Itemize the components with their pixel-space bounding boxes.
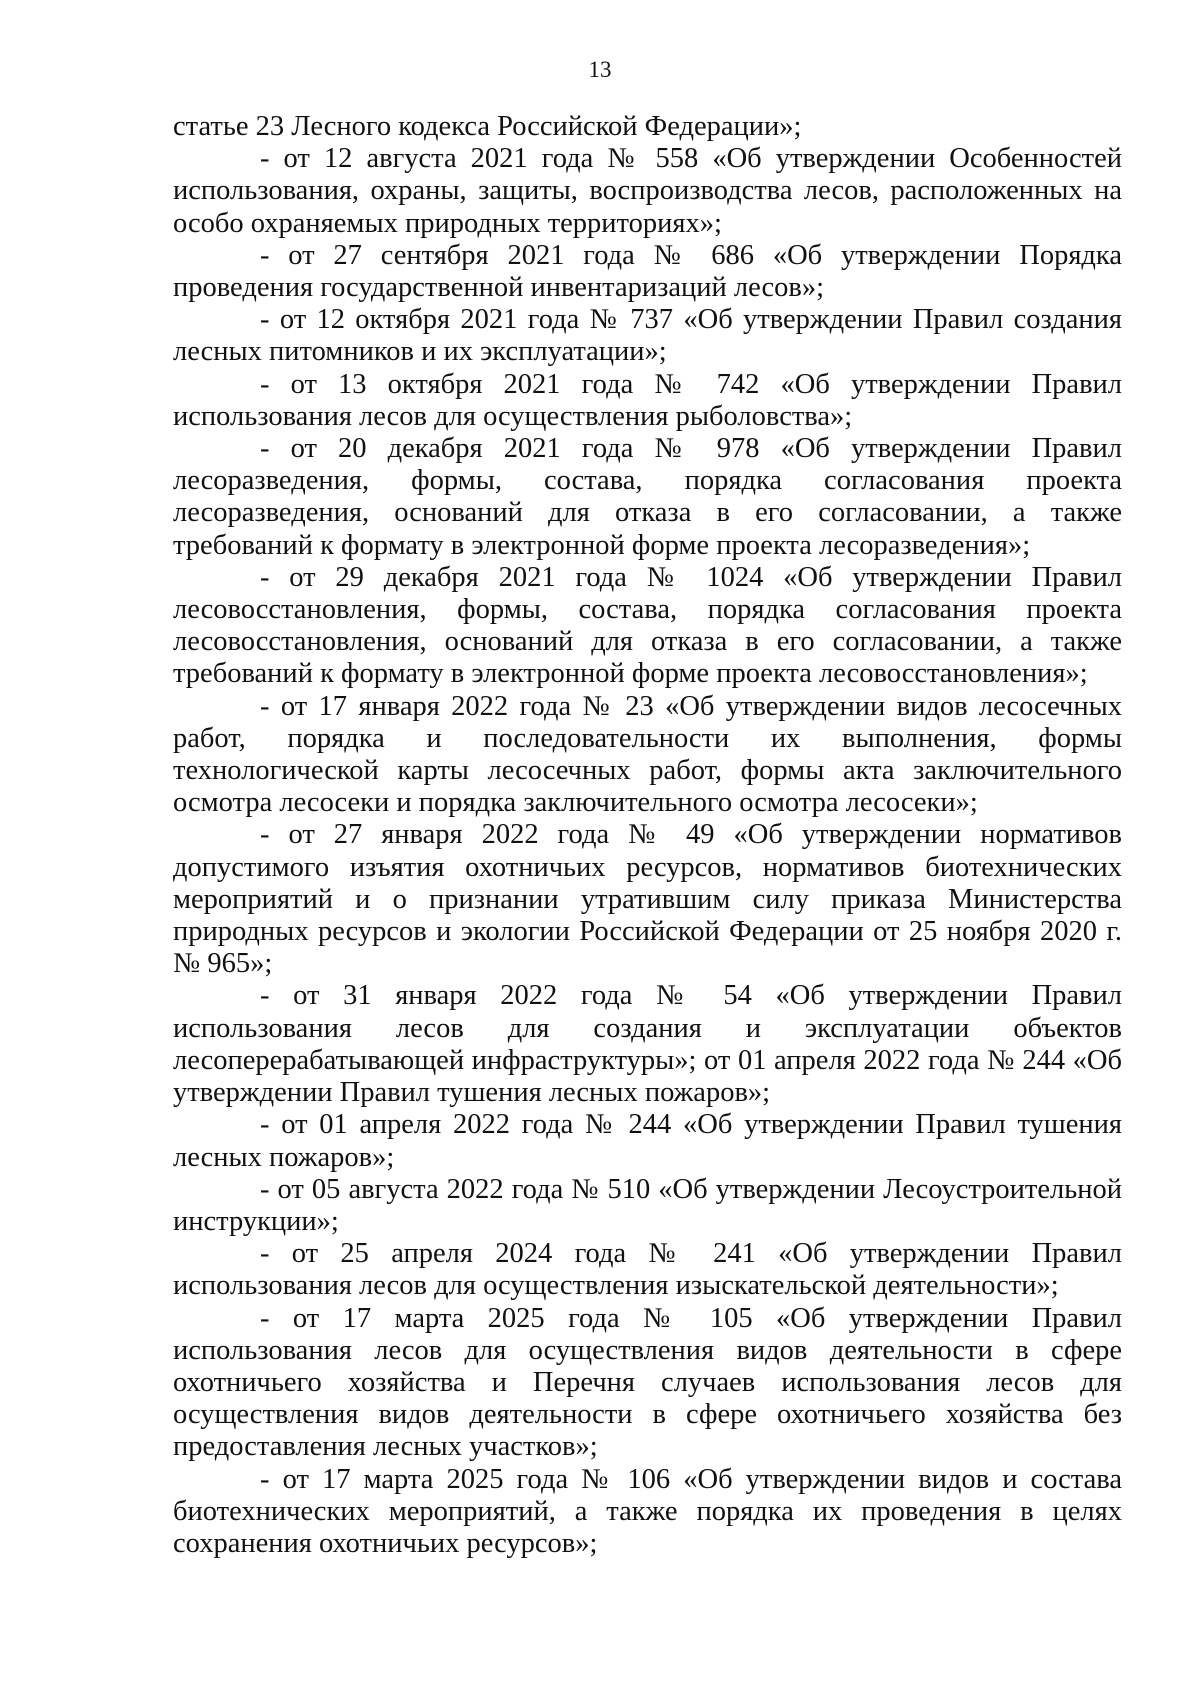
list-item-order-105: - от 17 марта 2025 года № 105 «Об утверждении Правил использования лесов для осуществления видов деятельности в сфере охотничьего хозяйства и Перечня случаев использования лесов для осуществления видов деятельности в сфере охотничьего хозяйства без предоставления лесных участков»; (173, 1302, 1122, 1463)
list-item-order-978: - от 20 декабря 2021 года № 978 «Об утверждении Правил лесоразведения, формы, состава, порядка согласования проекта лесоразведения, оснований для отказа в его согласовании, а также требований к формату в электронной форме проекта лесоразведения»; (173, 433, 1122, 561)
list-item-order-742: - от 13 октября 2021 года № 742 «Об утверждении Правил использования лесов для осуществления рыболовства»; (173, 368, 1122, 432)
list-item-order-510: - от 05 августа 2022 года № 510 «Об утверждении Лесоустроительной инструкции»; (173, 1173, 1122, 1237)
list-item-order-558: - от 12 августа 2021 года № 558 «Об утверждении Особенностей использования, охраны, защиты, воспроизводства лесов, расположенных на особо охраняемых природных территориях»; (173, 143, 1122, 239)
page-number: 13 (588, 57, 612, 82)
list-item-order-106: - от 17 марта 2025 года № 106 «Об утверждении видов и состава биотехнических мероприятий, а также порядка их проведения в целях сохранения охотничьих ресурсов»; (173, 1463, 1122, 1559)
list-item-order-23: - от 17 января 2022 года № 23 «Об утверждении видов лесосечных работ, порядка и последовательности их выполнения, формы технологической карты лесосечных работ, формы акта заключительного осмотра лесосеки и порядка заключительного осмотра лесосеки»; (173, 690, 1122, 819)
list-item-order-1024: - от 29 декабря 2021 года № 1024 «Об утверждении Правил лесовосстановления, формы, состава, порядка согласования проекта лесовосстановления, оснований для отказа в его согласовании, а также требований к формату в электронной форме проекта лесовосстановления»; (173, 561, 1122, 690)
list-item-order-49: - от 27 января 2022 года № 49 «Об утверждении нормативов допустимого изъятия охотничьих ресурсов, нормативов биотехнических мероприятий и о признании утратившим силу приказа Министерства природных ресурсов и экологии Российской Федерации от 25 ноября 2020 г. № 965»; (173, 819, 1122, 980)
list-item-order-244: - от 01 апреля 2022 года № 244 «Об утверждении Правил тушения лесных пожаров»; (173, 1109, 1122, 1173)
list-item-order-54: - от 31 января 2022 года № 54 «Об утверждении Правил использования лесов для создания и эксплуатации объектов лесоперерабатывающей инфраструктуры»; от 01 апреля 2022 года № 244 «Об утверждении Правил тушения лесных пожаров»; (173, 980, 1122, 1109)
list-item-order-686: - от 27 сентября 2021 года № 686 «Об утверждении Порядка проведения государственной инвентаризаций лесов»; (173, 239, 1122, 304)
list-item-order-737: - от 12 октября 2021 года № 737 «Об утверждении Правил создания лесных питомников и их эксплуатации»; (173, 304, 1122, 368)
list-item-order-241: - от 25 апреля 2024 года № 241 «Об утверждении Правил использования лесов для осуществления изыскательской деятельности»; (173, 1238, 1122, 1302)
paragraph-continuation: статье 23 Лесного кодекса Российской Федерации»; (173, 111, 802, 142)
document-body (173, 111, 1122, 1560)
